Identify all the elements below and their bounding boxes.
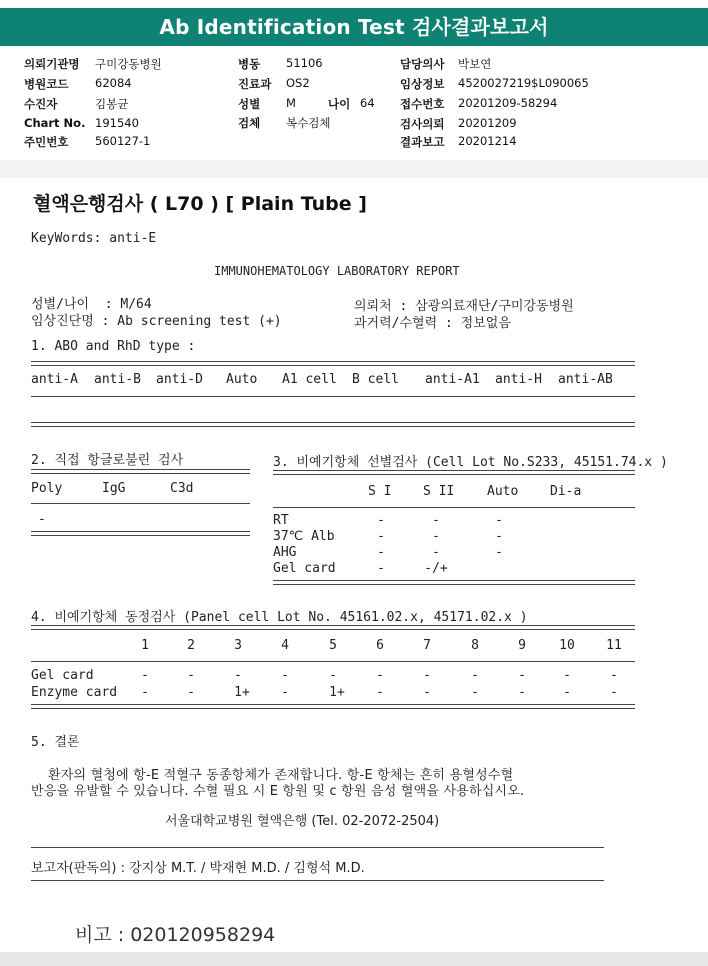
info-value: 구미강동병원 [95,57,162,71]
conclusion-line-2: 반응을 유발할 수 있습니다. 수혈 필요 시 E 항원 및 c 항원 음성 혈액을 사용하십시오. [31,784,525,799]
abo-col: anti-H [495,372,542,387]
info-label: 수진자 [24,97,58,111]
info-value: 복수검체 [286,116,331,130]
panel-col: 2 [187,638,195,653]
conclusion-line-1: 환자의 혈청에 항-E 적혈구 동종항체가 존재합니다. 항-E 항체는 흔히 용혈성수혈 [48,768,514,783]
panel-cell: - [234,668,242,683]
panel-col: 10 [559,638,575,653]
info-label: 검체 [238,116,261,130]
info-value: 560127-1 [95,134,151,148]
panel-cell: - [563,685,571,700]
screening-cell: - [495,545,503,560]
panel-cell: - [281,685,289,700]
requester: 의뢰처 : 삼광의료재단/구미강동병원 [354,299,574,314]
panel-cell: - [471,668,479,683]
info-value: 64 [360,96,375,110]
double-rule [31,704,635,709]
panel-cell: - [187,685,195,700]
info-label: 병동 [238,57,261,71]
screening-row-label: AHG [273,545,297,560]
double-rule [273,580,635,585]
abo-col: A1 cell [282,372,337,387]
single-rule [31,503,250,504]
panel-cell: - [563,668,571,683]
dat-col: Poly [31,481,63,496]
lab-title: IMMUNOHEMATOLOGY LABORATORY REPORT [214,264,460,278]
screening-cell: - [495,529,503,544]
info-label: 결과보고 [400,135,445,149]
sex-age: 성별/나이 : M/64 [31,297,152,312]
single-rule [273,507,635,508]
panel-row-label: Gel card [31,668,94,683]
screening-col: Auto [487,484,519,499]
screening-cell: -/+ [424,561,448,576]
history: 과거력/수혈력 : 정보없음 [354,316,511,331]
diagnosis: 임상진단명 : Ab screening test (+) [31,314,282,329]
remarks: 비고 : 020120958294 [75,924,276,946]
dat-heading: 2. 직접 항글로불린 검사 [31,453,184,468]
panel-col: 4 [281,638,289,653]
info-value: OS2 [286,76,310,90]
screening-row-label: RT [273,513,289,528]
info-value: M [286,96,296,110]
abo-col: anti-B [94,372,141,387]
panel-cell: - [610,668,618,683]
panel-cell: - [610,685,618,700]
keywords: KeyWords: anti-E [31,231,157,246]
panel-cell: 1+ [329,685,345,700]
panel-cell: - [141,668,149,683]
info-value: 4520027219$L090065 [458,76,589,90]
info-label: 의뢰기관명 [24,57,80,71]
panel-col: 11 [606,638,622,653]
panel-col: 1 [141,638,149,653]
panel-cell: - [471,685,479,700]
conclusion-heading: 5. 결론 [31,735,80,750]
screening-cell: - [377,513,385,528]
panel-cell: - [518,668,526,683]
panel-cell: - [281,668,289,683]
info-label: 병원코드 [24,77,69,91]
info-label: 검사의뢰 [400,117,445,131]
panel-cell: - [187,668,195,683]
panel-col: 7 [423,638,431,653]
panel-cell: - [423,668,431,683]
info-label: Chart No. [24,116,86,130]
abo-col: Auto [226,372,258,387]
panel-col: 9 [518,638,526,653]
info-label: 담당의사 [400,57,445,71]
info-label: 성별 [238,97,261,111]
screening-col: Di-a [550,484,582,499]
info-value: 김봉균 [95,97,129,111]
screening-cell: - [495,513,503,528]
single-rule [31,396,635,397]
info-value: 62084 [95,76,132,90]
single-rule [31,661,635,662]
screening-cell: - [432,545,440,560]
section-separator [0,160,708,178]
single-rule [31,880,604,881]
screening-heading: 3. 비예기항체 선별검사 (Cell Lot No.S233, 45151.74.x ) [273,455,668,470]
info-label: 접수번호 [400,97,445,111]
bottom-band [0,952,708,966]
panel-col: 6 [376,638,384,653]
report-banner: Ab Identification Test 검사결과보고서 [0,8,708,46]
info-label: 주민번호 [24,135,69,149]
abo-col: anti-D [156,372,203,387]
info-value: 20201214 [458,134,517,148]
double-rule [31,531,250,536]
panel-cell: - [376,685,384,700]
panel-col: 5 [329,638,337,653]
panel-cell: - [423,685,431,700]
hospital-contact: 서울대학교병원 혈액은행 (Tel. 02-2072-2504) [165,814,440,829]
double-rule [31,361,635,366]
panel-col: 8 [471,638,479,653]
panel-row-label: Enzyme card [31,685,118,700]
double-rule [31,469,250,474]
single-rule [31,847,604,848]
panel-cell: - [518,685,526,700]
screening-row-label: 37℃ Alb [273,529,335,544]
panel-col: 3 [234,638,242,653]
abo-heading: 1. ABO and RhD type : [31,339,196,354]
panel-heading: 4. 비예기항체 동정검사 (Panel cell Lot No. 45161.02.x, 45171.02.x ) [31,610,528,625]
abo-col: anti-AB [558,372,613,387]
dat-value: - [38,512,46,527]
screening-row-label: Gel card [273,561,336,576]
screening-cell: - [377,561,385,576]
panel-cell: - [141,685,149,700]
double-rule [31,422,635,427]
dat-col: IgG [102,481,126,496]
screening-cell: - [377,545,385,560]
report-title: 혈액은행검사 ( L70 ) [ Plain Tube ] [33,193,367,215]
double-rule [273,470,635,475]
double-rule [31,625,635,630]
info-label: 진료과 [238,77,272,91]
abo-col: anti-A [31,372,78,387]
reporters: 보고자(판독의) : 강지상 M.T. / 박재현 M.D. / 김형석 M.D. [31,861,365,876]
info-value: 191540 [95,116,139,130]
screening-cell: - [377,529,385,544]
abo-col: anti-A1 [425,372,480,387]
panel-cell: - [376,668,384,683]
info-value: 51106 [286,56,323,70]
patient-info [0,0,708,160]
screening-cell: - [432,529,440,544]
screening-cell: - [432,513,440,528]
info-label: 나이 [328,97,351,111]
info-value: 20201209-58294 [458,96,558,110]
screening-col: S II [423,484,455,499]
info-value: 박보연 [458,57,492,71]
panel-cell: 1+ [234,685,250,700]
info-value: 20201209 [458,116,517,130]
screening-col: S I [368,484,392,499]
info-label: 임상정보 [400,77,445,91]
dat-col: C3d [170,481,194,496]
abo-col: B cell [352,372,399,387]
panel-cell: - [329,668,337,683]
